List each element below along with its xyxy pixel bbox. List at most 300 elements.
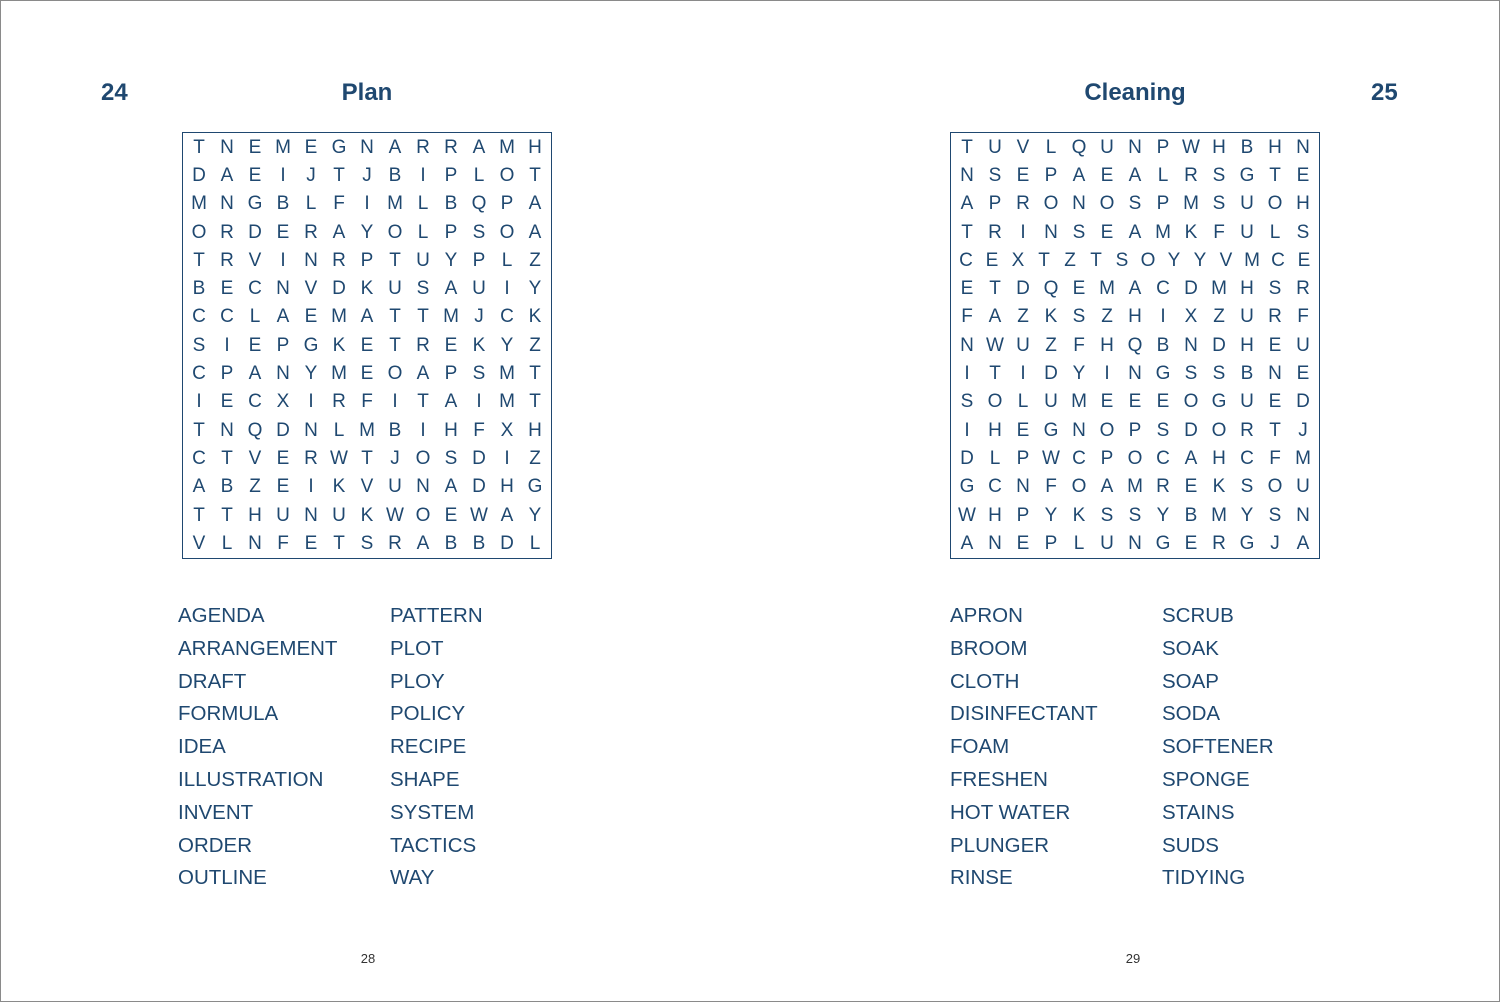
grid-letter: T: [529, 391, 541, 413]
grid-letter: Y: [528, 278, 542, 300]
grid-letter: A: [360, 306, 374, 328]
grid-letter: N: [304, 504, 318, 526]
grid-letter: C: [220, 306, 234, 328]
grid-row: [953, 190, 1317, 218]
grid-letter: N: [416, 476, 430, 498]
grid-letter: R: [220, 249, 234, 271]
grid-letter: U: [1240, 306, 1254, 328]
grid-letter: T: [961, 221, 973, 243]
word-list-item: ILLUSTRATION: [178, 767, 324, 791]
grid-letter: U: [472, 278, 486, 300]
grid-letter: O: [1183, 391, 1199, 413]
grid-letter: Z: [529, 447, 541, 469]
grid-letter: T: [221, 447, 233, 469]
word-list-column: [390, 603, 602, 898]
grid-letter: H: [988, 504, 1002, 526]
grid-letter: H: [248, 504, 262, 526]
grid-letter: T: [989, 363, 1001, 385]
grid-letter: U: [332, 504, 346, 526]
word-list-item: SPONGE: [1162, 767, 1250, 791]
word-list-item: CLOTH: [950, 669, 1020, 693]
grid-letter: W: [330, 447, 348, 469]
grid-letter: L: [221, 532, 233, 554]
grid-letter: I: [504, 278, 510, 300]
grid-letter: J: [362, 164, 372, 186]
grid-row: [185, 417, 549, 445]
grid-letter: L: [1157, 164, 1169, 186]
grid-letter: D: [960, 447, 974, 469]
grid-letter: E: [304, 306, 318, 328]
grid-letter: U: [1100, 136, 1114, 158]
grid-letter: A: [444, 476, 458, 498]
grid-letter: S: [1268, 278, 1282, 300]
grid-letter: B: [444, 193, 458, 215]
grid-row: [953, 501, 1317, 529]
word-list-item: HOT WATER: [950, 800, 1071, 824]
grid-letter: S: [960, 391, 974, 413]
grid-letter: A: [1128, 164, 1142, 186]
grid-letter: E: [220, 278, 234, 300]
word-list-item: SOAP: [1162, 669, 1219, 693]
grid-letter: H: [528, 136, 542, 158]
grid-letter: N: [276, 363, 290, 385]
left-page: [1, 1, 750, 1001]
grid-letter: U: [276, 504, 290, 526]
grid-letter: I: [964, 419, 970, 441]
grid-letter: D: [1044, 363, 1058, 385]
grid-letter: J: [306, 164, 316, 186]
grid-letter: G: [1239, 164, 1255, 186]
grid-letter: N: [360, 136, 374, 158]
grid-letter: O: [1211, 419, 1227, 441]
grid-letter: D: [1016, 278, 1030, 300]
grid-letter: V: [192, 532, 206, 554]
grid-letter: D: [1184, 419, 1198, 441]
word-list-item: TACTICS: [390, 833, 477, 857]
grid-letter: E: [248, 164, 262, 186]
grid-letter: N: [220, 193, 234, 215]
grid-letter: H: [1268, 136, 1282, 158]
grid-letter: T: [1269, 164, 1281, 186]
grid-letter: E: [1128, 391, 1142, 413]
grid-letter: N: [1072, 193, 1086, 215]
grid-row: [953, 332, 1317, 360]
grid-letter: G: [303, 334, 319, 356]
grid-letter: A: [1100, 476, 1114, 498]
grid-letter: K: [472, 334, 486, 356]
grid-letter: E: [1184, 532, 1198, 554]
grid-letter: B: [276, 193, 290, 215]
word-list-item: PATTERN: [390, 604, 483, 627]
word-list-item: FOAM: [950, 735, 1010, 759]
grid-letter: R: [1184, 164, 1198, 186]
grid-letter: E: [304, 532, 318, 554]
grid-letter: E: [444, 504, 458, 526]
grid-letter: T: [389, 306, 401, 328]
grid-letter: E: [1297, 249, 1311, 271]
grid-letter: C: [192, 447, 206, 469]
grid-letter: R: [988, 221, 1002, 243]
grid-letter: A: [1128, 278, 1142, 300]
grid-letter: T: [529, 164, 541, 186]
grid-letter: U: [1240, 391, 1254, 413]
grid-row: [185, 360, 549, 388]
grid-letter: Y: [444, 249, 458, 271]
grid-letter: F: [333, 193, 345, 215]
grid-letter: S: [1212, 363, 1226, 385]
grid-letter: U: [1100, 532, 1114, 554]
grid-letter: N: [1296, 504, 1310, 526]
grid-letter: W: [1182, 136, 1200, 158]
grid-row: [185, 303, 549, 331]
grid-letter: P: [1044, 164, 1058, 186]
grid-letter: R: [1212, 532, 1226, 554]
grid-letter: P: [444, 363, 458, 385]
word-list-item: SCRUB: [1162, 604, 1234, 627]
grid-letter: M: [1099, 278, 1115, 300]
word-list-item: DRAFT: [178, 669, 247, 693]
grid-letter: C: [1072, 447, 1086, 469]
grid-letter: S: [1100, 504, 1114, 526]
grid-letter: B: [1184, 504, 1198, 526]
grid-letter: A: [220, 164, 234, 186]
grid-letter: U: [1296, 476, 1310, 498]
grid-letter: B: [388, 419, 402, 441]
word-list-item: OUTLINE: [178, 866, 267, 890]
grid-row: [185, 445, 549, 473]
grid-letter: F: [1297, 306, 1309, 328]
grid-letter: B: [444, 532, 458, 554]
grid-letter: R: [304, 221, 318, 243]
word-list-item: SYSTEM: [390, 800, 475, 824]
grid-letter: F: [1045, 476, 1057, 498]
grid-letter: I: [964, 363, 970, 385]
grid-letter: L: [501, 249, 513, 271]
grid-letter: P: [276, 334, 290, 356]
grid-letter: Y: [360, 221, 374, 243]
word-list-item: SODA: [1162, 702, 1221, 726]
grid-letter: I: [1020, 221, 1026, 243]
grid-letter: S: [444, 447, 458, 469]
grid-letter: N: [276, 278, 290, 300]
grid-letter: F: [277, 532, 289, 554]
word-list: [178, 603, 602, 898]
grid-letter: Y: [1044, 504, 1058, 526]
grid-letter: V: [1016, 136, 1030, 158]
word-list-item: TIDYING: [1162, 866, 1246, 890]
grid-letter: P: [1016, 447, 1030, 469]
grid-letter: R: [332, 391, 346, 413]
grid-letter: U: [1240, 193, 1254, 215]
grid-letter: I: [420, 419, 426, 441]
grid-letter: I: [308, 476, 314, 498]
grid-letter: E: [360, 363, 374, 385]
grid-letter: T: [389, 249, 401, 271]
grid-letter: R: [416, 136, 430, 158]
grid-letter: P: [500, 193, 514, 215]
grid-letter: N: [1296, 136, 1310, 158]
grid-letter: O: [1127, 447, 1143, 469]
grid-letter: S: [1156, 419, 1170, 441]
grid-letter: L: [417, 193, 429, 215]
grid-letter: S: [360, 532, 374, 554]
grid-letter: E: [220, 391, 234, 413]
grid-letter: O: [1099, 193, 1115, 215]
grid-letter: M: [499, 363, 515, 385]
grid-letter: I: [504, 447, 510, 469]
grid-letter: Y: [1072, 363, 1086, 385]
grid-letter: T: [361, 447, 373, 469]
grid-row: [953, 360, 1317, 388]
grid-letter: E: [1100, 221, 1114, 243]
grid-letter: P: [472, 249, 486, 271]
grid-letter: O: [1071, 476, 1087, 498]
grid-row: [185, 162, 549, 190]
puzzle-title: Cleaning: [1084, 79, 1186, 106]
word-list-item: FORMULA: [178, 702, 279, 726]
grid-letter: M: [1244, 249, 1260, 271]
grid-letter: S: [192, 334, 206, 356]
grid-letter: L: [305, 193, 317, 215]
grid-letter: A: [1184, 447, 1198, 469]
grid-letter: B: [1240, 363, 1254, 385]
grid-letter: S: [1240, 476, 1254, 498]
grid-letter: P: [444, 221, 458, 243]
grid-letter: T: [529, 363, 541, 385]
puzzle-number: 24: [101, 79, 128, 106]
grid-letter: D: [472, 447, 486, 469]
grid-letter: N: [220, 136, 234, 158]
grid-letter: F: [961, 306, 973, 328]
grid-letter: I: [476, 391, 482, 413]
grid-letter: N: [960, 334, 974, 356]
grid-letter: C: [1240, 447, 1254, 469]
grid-row: [953, 247, 1317, 275]
grid-letter: I: [280, 164, 286, 186]
grid-letter: Z: [1045, 334, 1057, 356]
grid-letter: W: [470, 504, 488, 526]
grid-letter: N: [304, 249, 318, 271]
grid-letter: L: [1017, 391, 1029, 413]
grid-letter: E: [1156, 391, 1170, 413]
word-list-item: AGENDA: [178, 604, 265, 627]
grid-letter: T: [1038, 249, 1050, 271]
grid-letter: L: [417, 221, 429, 243]
word-list-item: APRON: [950, 604, 1023, 627]
grid-letter: M: [1183, 193, 1199, 215]
grid-letter: Y: [528, 504, 542, 526]
word-list-item: INVENT: [178, 800, 254, 824]
grid-letter: I: [1104, 363, 1110, 385]
right-page: [750, 1, 1499, 1001]
grid-letter: T: [1090, 249, 1102, 271]
grid-letter: A: [988, 306, 1002, 328]
grid-letter: K: [332, 476, 346, 498]
grid-letter: T: [417, 391, 429, 413]
grid-letter: J: [1270, 532, 1280, 554]
grid-row: [185, 275, 549, 303]
grid-letter: I: [196, 391, 202, 413]
word-list-column: [178, 603, 390, 898]
grid-letter: G: [1239, 532, 1255, 554]
grid-letter: Y: [1156, 504, 1170, 526]
grid-letter: Y: [1240, 504, 1254, 526]
grid-letter: E: [1016, 164, 1030, 186]
grid-letter: G: [959, 476, 975, 498]
grid-letter: J: [474, 306, 484, 328]
grid-letter: I: [308, 391, 314, 413]
grid-letter: M: [1211, 278, 1227, 300]
word-list-column: [950, 603, 1162, 898]
grid-letter: P: [1016, 504, 1030, 526]
word-list-item: WAY: [390, 866, 435, 890]
grid-letter: D: [1296, 391, 1310, 413]
grid-letter: R: [1268, 306, 1282, 328]
grid-letter: M: [1071, 391, 1087, 413]
grid-letter: I: [224, 334, 230, 356]
grid-letter: E: [276, 476, 290, 498]
grid-letter: M: [443, 306, 459, 328]
grid-letter: R: [1296, 278, 1310, 300]
grid-letter: O: [1267, 476, 1283, 498]
grid-letter: Z: [249, 476, 261, 498]
grid-letter: N: [1128, 532, 1142, 554]
grid-letter: A: [1296, 532, 1310, 554]
grid-letter: E: [1016, 419, 1030, 441]
grid-letter: C: [988, 476, 1002, 498]
grid-letter: W: [1042, 447, 1060, 469]
grid-letter: T: [961, 136, 973, 158]
grid-row: [953, 162, 1317, 190]
grid-letter: N: [1184, 334, 1198, 356]
grid-letter: Z: [1064, 249, 1076, 271]
grid-letter: T: [389, 334, 401, 356]
grid-letter: E: [1100, 164, 1114, 186]
grid-letter: S: [1072, 306, 1086, 328]
grid-letter: T: [1269, 419, 1281, 441]
grid-letter: H: [1128, 306, 1142, 328]
puzzle-title: Plan: [341, 79, 393, 106]
grid-letter: W: [986, 334, 1004, 356]
grid-letter: X: [276, 391, 290, 413]
word-list-item: STAINS: [1162, 800, 1235, 824]
grid-letter: F: [1213, 221, 1225, 243]
grid-letter: K: [1044, 306, 1058, 328]
grid-letter: E: [1072, 278, 1086, 300]
grid-letter: T: [221, 504, 233, 526]
grid-letter: S: [988, 164, 1002, 186]
grid-letter: V: [304, 278, 318, 300]
grid-letter: Y: [1167, 249, 1181, 271]
grid-letter: N: [304, 419, 318, 441]
grid-letter: M: [387, 193, 403, 215]
grid-letter: R: [1156, 476, 1170, 498]
grid-letter: A: [276, 306, 290, 328]
grid-row: [185, 134, 549, 162]
word-list-item: ORDER: [178, 833, 253, 857]
grid-letter: O: [387, 221, 403, 243]
grid-letter: M: [331, 306, 347, 328]
grid-letter: L: [333, 419, 345, 441]
grid-letter: D: [1212, 334, 1226, 356]
grid-letter: A: [332, 221, 346, 243]
grid-letter: H: [500, 476, 514, 498]
word-list-item: POLICY: [390, 702, 466, 726]
grid-letter: P: [1156, 193, 1170, 215]
grid-letter: I: [1020, 363, 1026, 385]
grid-letter: G: [247, 193, 263, 215]
grid-letter: E: [248, 334, 262, 356]
grid-letter: T: [193, 136, 205, 158]
grid-letter: V: [360, 476, 374, 498]
grid-letter: N: [1268, 363, 1282, 385]
grid-letter: Q: [1127, 334, 1143, 356]
grid-letter: K: [528, 306, 542, 328]
grid-letter: Z: [1101, 306, 1113, 328]
grid-letter: O: [987, 391, 1003, 413]
grid-letter: T: [193, 419, 205, 441]
grid-letter: U: [988, 136, 1002, 158]
grid-letter: S: [1184, 363, 1198, 385]
grid-letter: I: [420, 164, 426, 186]
grid-row: [953, 303, 1317, 331]
grid-letter: S: [1212, 164, 1226, 186]
grid-letter: P: [1128, 419, 1142, 441]
grid-letter: H: [1212, 447, 1226, 469]
grid-letter: S: [472, 363, 486, 385]
grid-letter: N: [1128, 136, 1142, 158]
grid-row: [185, 388, 549, 416]
grid-letter: O: [1043, 193, 1059, 215]
grid-letter: E: [1016, 532, 1030, 554]
word-list-column: [1162, 603, 1374, 898]
grid-letter: N: [1016, 476, 1030, 498]
grid-letter: E: [985, 249, 999, 271]
grid-letter: E: [444, 334, 458, 356]
grid-letter: W: [386, 504, 404, 526]
grid-letter: M: [499, 391, 515, 413]
grid-letter: F: [361, 391, 373, 413]
grid-letter: Z: [1213, 306, 1225, 328]
grid-letter: Q: [1043, 278, 1059, 300]
grid-letter: Q: [1071, 136, 1087, 158]
grid-row: [185, 247, 549, 275]
grid-letter: O: [415, 504, 431, 526]
grid-row: [953, 388, 1317, 416]
word-list: [950, 603, 1374, 898]
grid-letter: D: [192, 164, 206, 186]
grid-letter: B: [1240, 136, 1254, 158]
grid-letter: M: [1127, 476, 1143, 498]
grid-letter: A: [388, 136, 402, 158]
grid-letter: T: [193, 504, 205, 526]
grid-letter: C: [500, 306, 514, 328]
grid-letter: E: [304, 136, 318, 158]
grid-letter: O: [191, 221, 207, 243]
grid-letter: E: [276, 447, 290, 469]
grid-letter: A: [444, 391, 458, 413]
grid-letter: O: [1140, 249, 1156, 271]
grid-letter: S: [1115, 249, 1129, 271]
grid-letter: K: [332, 334, 346, 356]
grid-letter: P: [1044, 532, 1058, 554]
grid-letter: G: [1211, 391, 1227, 413]
grid-letter: H: [528, 419, 542, 441]
word-list-item: SHAPE: [390, 767, 460, 791]
grid-letter: A: [472, 136, 486, 158]
grid-letter: Z: [529, 334, 541, 356]
grid-letter: B: [220, 476, 234, 498]
